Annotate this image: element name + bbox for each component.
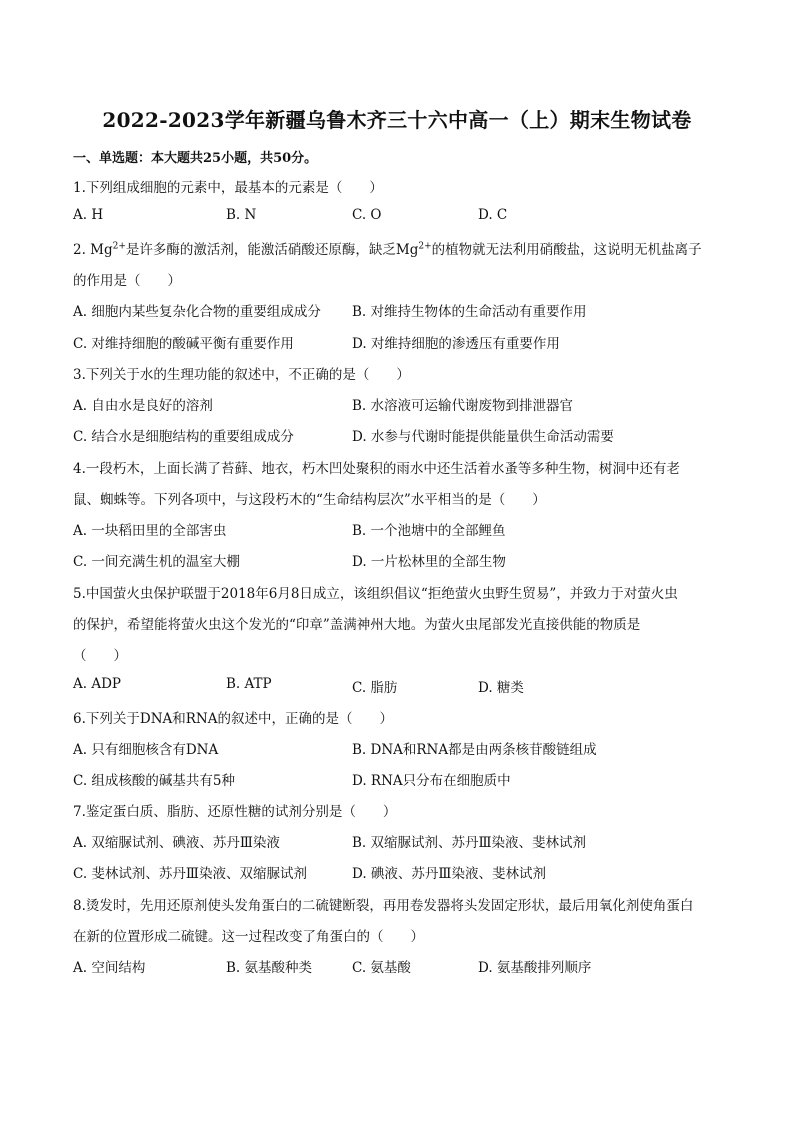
question-3-option-d: D. 水参与代谢时能提供能量供生命活动需要 [352, 429, 614, 445]
q2-text-3: 的植物就无法利用硝酸盐，这说明无机盐离子 [431, 242, 702, 258]
question-7-option-c: C. 斐林试剂、苏丹Ⅲ染液、双缩脲试剂 [73, 866, 307, 882]
question-5-option-b: B. ATP [226, 676, 272, 692]
question-2-option-b: B. 对维持生物体的生命活动有重要作用 [352, 304, 587, 320]
question-3-option-a: A. 自由水是良好的溶剂 [73, 398, 213, 414]
question-2-option-d: D. 对维持细胞的渗透压有重要作用 [352, 336, 560, 352]
question-3-option-b: B. 水溶液可运输代谢废物到排泄器官 [352, 398, 574, 414]
question-8-option-c: C. 氨基酸 [352, 960, 411, 976]
question-2-stem [73, 238, 702, 258]
question-6-option-d: D. RNA只分布在细胞质中 [352, 773, 511, 789]
q2-sup-1: 2+ [112, 241, 126, 252]
question-7-stem: 7.鉴定蛋白质、脂肪、还原性糖的试剂分别是（ ） [73, 804, 397, 820]
question-2-option-a: A. 细胞内某些复杂化合物的重要组成成分 [73, 304, 321, 320]
question-8-stem-line2: 在新的位置形成二硫键。这一过程改变了角蛋白的（ ） [73, 929, 424, 945]
question-3-option-c: C. 结合水是细胞结构的重要组成成分 [73, 429, 294, 445]
question-7-option-a: A. 双缩脲试剂、碘液、苏丹Ⅲ染液 [73, 835, 280, 851]
question-4-stem-line2: 鼠、蜘蛛等。下列各项中，与这段朽木的“生命结构层次”水平相当的是（ ） [73, 492, 546, 508]
page-title: 2022-2023学年新疆乌鲁木齐三十六中高一（上）期末生物试卷 [102, 108, 692, 132]
question-5-option-a: A. ADP [73, 676, 121, 692]
question-1-option-c: C. O [352, 207, 382, 223]
q2-sup-2: 2+ [418, 241, 432, 252]
question-8-option-a: A. 空间结构 [73, 960, 146, 976]
question-6-option-c: C. 组成核酸的碱基共有5种 [73, 773, 236, 789]
question-4-option-c: C. 一间充满生机的温室大棚 [73, 554, 240, 570]
question-1-stem: 1.下列组成细胞的元素中，最基本的元素是（ ） [73, 180, 383, 196]
question-3-stem: 3.下列关于水的生理功能的叙述中，不正确的是（ ） [73, 367, 410, 383]
question-5-stem-line3: （ ） [73, 648, 127, 664]
question-2-option-c: C. 对维持细胞的酸碱平衡有重要作用 [73, 336, 294, 352]
question-1-option-b: B. N [226, 207, 257, 223]
question-5-stem-line2: 的保护，希望能将萤火虫这个发光的“印章”盖满神州大地。为萤火虫尾部发光直接供能的物质是 [73, 617, 641, 633]
question-1-option-d: D. C [478, 207, 508, 223]
question-7-option-b: B. 双缩脲试剂、苏丹Ⅲ染液、斐林试剂 [352, 835, 587, 851]
question-4-option-b: B. 一个池塘中的全部鲤鱼 [352, 523, 506, 539]
question-4-option-d: D. 一片松林里的全部生物 [352, 554, 506, 570]
question-1-option-a: A. H [73, 207, 104, 223]
question-5-option-d: D. 糖类 [478, 680, 524, 696]
question-8-stem: 8.烫发时，先用还原剂使头发角蛋白的二硫键断裂，再用卷发器将头发固定形状，最后用氧化剂使角蛋白 [73, 898, 694, 914]
question-8-option-b: B. 氨基酸种类 [226, 960, 313, 976]
q2-text-2: 是许多酶的激活剂，能激活硝酸还原酶，缺乏Mg [125, 242, 419, 258]
question-2-stem-line2: 的作用是（ ） [73, 273, 181, 289]
question-4-option-a: A. 一块稻田里的全部害虫 [73, 523, 227, 539]
question-8-option-d: D. 氨基酸排列顺序 [478, 960, 592, 976]
question-5-stem: 5.中国萤火虫保护联盟于2018年6月8日成立，该组织倡议“拒绝萤火虫野生贸易”，并致力于对萤火虫 [73, 586, 678, 602]
question-5-option-c: C. 脂肪 [352, 680, 398, 696]
question-6-stem: 6.下列关于DNA和RNA的叙述中，正确的是（ ） [73, 711, 393, 727]
question-6-option-b: B. DNA和RNA都是由两条核苷酸链组成 [352, 742, 597, 758]
question-7-option-d: D. 碘液、苏丹Ⅲ染液、斐林试剂 [352, 866, 546, 882]
section-heading: 一、单选题：本大题共25小题，共50分。 [73, 151, 318, 166]
question-4-stem: 4.一段朽木，上面长满了苔藓、地衣，朽木凹处聚积的雨水中还生活着水蚤等多种生物，树洞中还有老 [73, 461, 680, 477]
question-6-option-a: A. 只有细胞核含有DNA [73, 742, 219, 758]
q2-text-1: 2. Mg [73, 242, 113, 258]
